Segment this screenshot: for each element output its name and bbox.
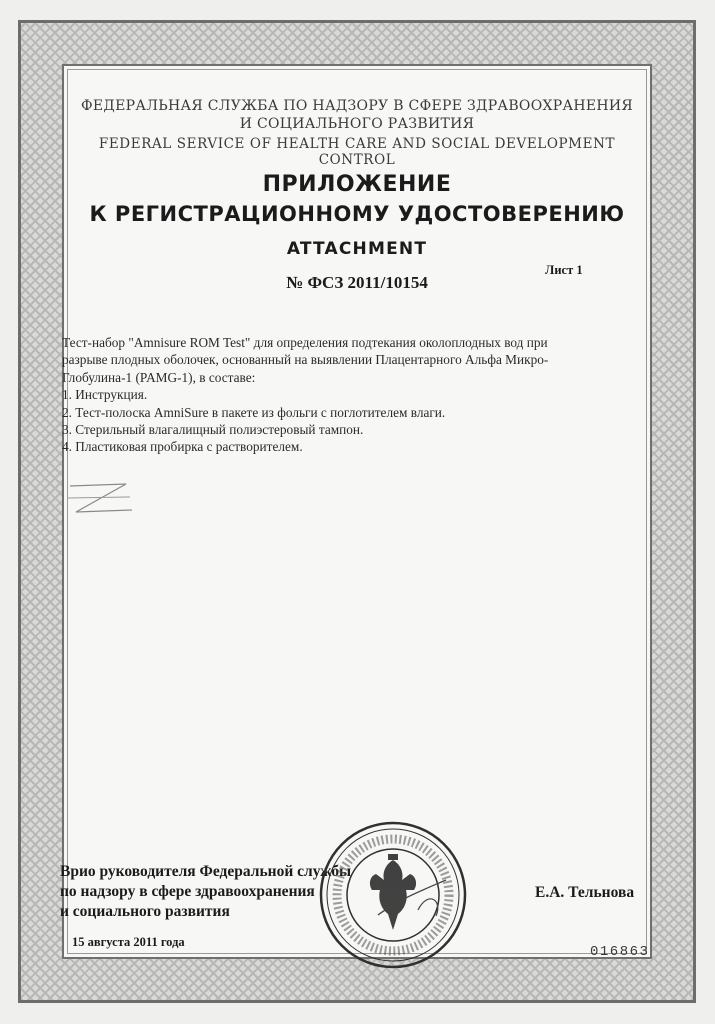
signatory-title-line2: по надзору в сфере здравоохранения xyxy=(60,883,315,900)
kit-item: 3. Стерильный влагалищный полиэстеровый тампон. xyxy=(62,422,364,438)
kit-item: 4. Пластиковая пробирка с растворителем. xyxy=(62,439,303,455)
title-attachment: ATTACHMENT xyxy=(286,239,428,259)
sheet-number: Лист 1 xyxy=(545,263,583,277)
description-line: разрыве плодных оболочек, основанный на выявлении Плацентарного Альфа Микро- xyxy=(62,352,549,368)
description-line: Глобулина-1 (PAMG-1), в составе: xyxy=(62,369,256,385)
blank-space-z-mark xyxy=(66,464,136,528)
description-line: Тест-набор "Amnisure ROM Test" для определения подтекания околоплодных вод при xyxy=(62,335,548,350)
form-serial-number: 016863 xyxy=(590,944,650,960)
signatory-title-line3: и социального развития xyxy=(60,903,230,920)
title-line1: ПРИЛОЖЕНИЕ xyxy=(262,172,452,197)
signer-name: Е.А. Тельнова xyxy=(535,884,635,901)
official-seal-stamp xyxy=(318,820,468,970)
signatory-title xyxy=(60,862,351,922)
agency-name-ru-line1: ФЕДЕРАЛЬНАЯ СЛУЖБА ПО НАДЗОРУ В СФЕРЕ ЗДРАВООХРАНЕНИЯ xyxy=(80,98,634,114)
title-line2: К РЕГИСТРАЦИОННОМУ УДОСТОВЕРЕНИЮ xyxy=(89,202,625,226)
signatory-title-line1: Врио руководителя Федеральной службы xyxy=(60,863,352,880)
registration-number: № ФСЗ 2011/10154 xyxy=(286,273,428,292)
agency-name-ru-line2: И СОЦИАЛЬНОГО РАЗВИТИЯ xyxy=(239,116,475,132)
kit-item: 1. Инструкция. xyxy=(62,387,148,403)
kit-description xyxy=(62,334,612,456)
issue-date: 15 августа 2011 года xyxy=(72,935,185,949)
kit-item: 2. Тест-полоска AmniSure в пакете из фольги с поглотителем влаги. xyxy=(62,404,446,420)
agency-name-en: FEDERAL SERVICE OF HEALTH CARE AND SOCIAL DEVELOPMENT CONTROL xyxy=(98,136,616,168)
